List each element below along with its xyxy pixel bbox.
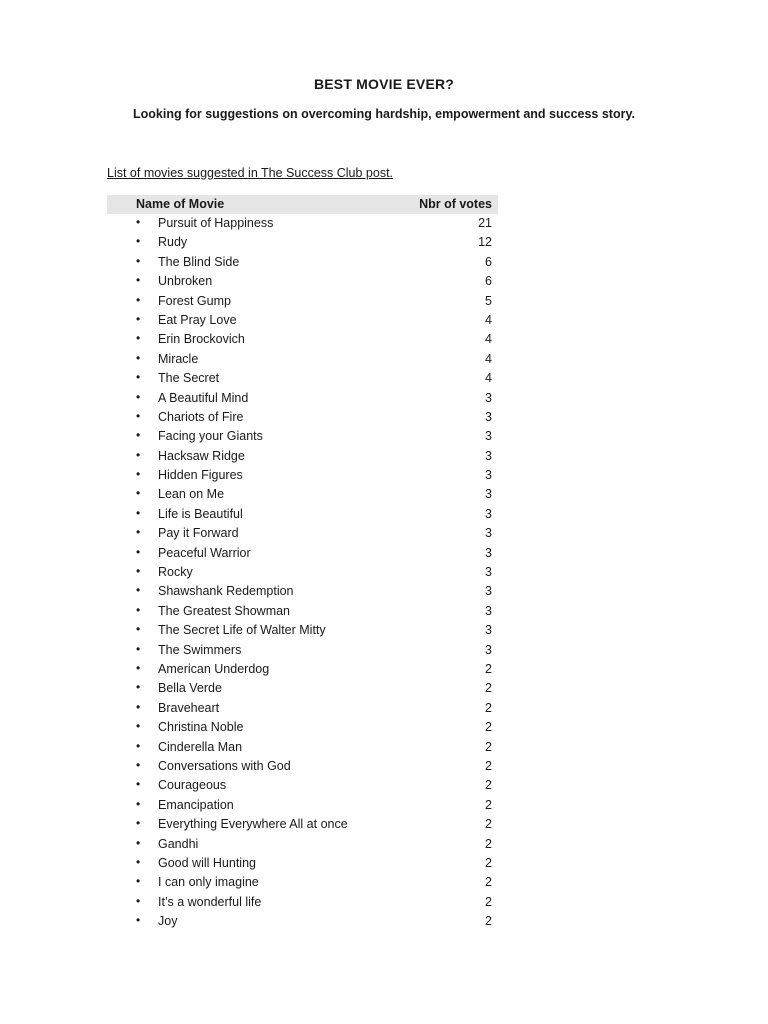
table-row bbox=[107, 369, 498, 388]
bullet-icon: • bbox=[136, 738, 141, 753]
movie-name: Gandhi bbox=[158, 836, 199, 851]
table-row bbox=[107, 505, 498, 524]
table-row bbox=[107, 776, 498, 795]
movie-name: A Beautiful Mind bbox=[158, 390, 249, 405]
bullet-icon: • bbox=[136, 447, 141, 462]
vote-count: 3 bbox=[485, 623, 492, 638]
vote-count: 4 bbox=[485, 312, 492, 327]
table-row bbox=[107, 427, 498, 446]
header-vote-count: Nbr of votes bbox=[419, 197, 492, 211]
vote-count: 3 bbox=[485, 642, 492, 657]
vote-count: 2 bbox=[485, 817, 492, 832]
vote-count: 3 bbox=[485, 468, 492, 483]
table-row bbox=[107, 350, 498, 369]
vote-count: 3 bbox=[485, 487, 492, 502]
movie-name: Braveheart bbox=[158, 700, 220, 715]
movie-name: American Underdog bbox=[158, 661, 270, 676]
vote-count: 12 bbox=[478, 235, 492, 250]
table-body bbox=[107, 214, 498, 931]
vote-count: 3 bbox=[485, 565, 492, 580]
movie-name: The Secret bbox=[158, 371, 220, 386]
movie-name: Good will Hunting bbox=[158, 855, 256, 870]
bullet-icon: • bbox=[136, 234, 141, 249]
movie-name: Hidden Figures bbox=[158, 468, 243, 483]
bullet-icon: • bbox=[136, 854, 141, 869]
table-row bbox=[107, 893, 498, 912]
movie-table bbox=[107, 195, 498, 931]
movie-name: Erin Brockovich bbox=[158, 332, 245, 347]
vote-count: 3 bbox=[485, 545, 492, 560]
bullet-icon: • bbox=[136, 893, 141, 908]
vote-count: 4 bbox=[485, 351, 492, 366]
movie-name: Rocky bbox=[158, 565, 193, 580]
movie-name: Courageous bbox=[158, 778, 227, 793]
bullet-icon: • bbox=[136, 835, 141, 850]
movie-name: Miracle bbox=[158, 351, 199, 366]
page-title: BEST MOVIE EVER? bbox=[313, 76, 455, 92]
bullet-icon: • bbox=[136, 874, 141, 889]
vote-count: 2 bbox=[485, 778, 492, 793]
movie-name: Christina Noble bbox=[158, 720, 244, 735]
movie-name: The Secret Life of Walter Mitty bbox=[158, 623, 326, 638]
vote-count: 3 bbox=[485, 390, 492, 405]
table-header bbox=[107, 195, 498, 214]
movie-name: Bella Verde bbox=[158, 681, 222, 696]
table-row bbox=[107, 641, 498, 660]
bullet-icon: • bbox=[136, 467, 141, 482]
movie-name: Rudy bbox=[158, 235, 188, 250]
page-subtitle: Looking for suggestions on overcoming hardship, empowerment and success story. bbox=[133, 107, 635, 121]
vote-count: 4 bbox=[485, 371, 492, 386]
vote-count: 2 bbox=[485, 836, 492, 851]
bullet-icon: • bbox=[136, 428, 141, 443]
table-row bbox=[107, 292, 498, 311]
list-intro: List of movies suggested in The Success Club post. bbox=[107, 166, 394, 180]
vote-count: 3 bbox=[485, 429, 492, 444]
movie-name: Pursuit of Happiness bbox=[158, 216, 274, 230]
bullet-icon: • bbox=[136, 757, 141, 772]
vote-count: 2 bbox=[485, 739, 492, 754]
vote-count: 2 bbox=[485, 914, 492, 929]
bullet-icon: • bbox=[136, 913, 141, 928]
vote-count: 2 bbox=[485, 720, 492, 735]
vote-count: 4 bbox=[485, 332, 492, 347]
vote-count: 2 bbox=[485, 875, 492, 890]
bullet-icon: • bbox=[136, 622, 141, 637]
table-row bbox=[107, 311, 498, 330]
table-row bbox=[107, 330, 498, 349]
table-row bbox=[107, 582, 498, 601]
bullet-icon: • bbox=[136, 505, 141, 520]
table-row bbox=[107, 796, 498, 815]
bullet-icon: • bbox=[136, 680, 141, 695]
table-row bbox=[107, 602, 498, 621]
table-row bbox=[107, 272, 498, 291]
vote-count: 6 bbox=[485, 254, 492, 269]
bullet-icon: • bbox=[136, 370, 141, 385]
table-row bbox=[107, 466, 498, 485]
table-row bbox=[107, 854, 498, 873]
movie-name: Forest Gump bbox=[158, 293, 231, 308]
movie-name: Lean on Me bbox=[158, 487, 225, 502]
movie-name: The Greatest Showman bbox=[158, 603, 291, 618]
bullet-icon: • bbox=[136, 719, 141, 734]
table-row bbox=[107, 408, 498, 427]
movie-name: Everything Everywhere All at once bbox=[158, 817, 348, 832]
bullet-icon: • bbox=[136, 816, 141, 831]
bullet-icon: • bbox=[136, 350, 141, 365]
bullet-icon: • bbox=[136, 660, 141, 675]
movie-name: Unbroken bbox=[158, 274, 213, 289]
vote-count: 2 bbox=[485, 894, 492, 909]
bullet-icon: • bbox=[136, 273, 141, 288]
vote-count: 3 bbox=[485, 409, 492, 424]
table-row bbox=[107, 447, 498, 466]
movie-name: Shawshank Redemption bbox=[158, 584, 294, 599]
vote-count: 3 bbox=[485, 603, 492, 618]
vote-count: 2 bbox=[485, 661, 492, 676]
movie-name: I can only imagine bbox=[158, 875, 259, 890]
table-row bbox=[107, 389, 498, 408]
table-row bbox=[107, 718, 498, 737]
table-row bbox=[107, 873, 498, 892]
table-row bbox=[107, 253, 498, 272]
bullet-icon: • bbox=[136, 253, 141, 268]
vote-count: 3 bbox=[485, 448, 492, 463]
table-row bbox=[107, 738, 498, 757]
vote-count: 2 bbox=[485, 797, 492, 812]
vote-count: 2 bbox=[485, 855, 492, 870]
vote-count: 6 bbox=[485, 274, 492, 289]
vote-count: 3 bbox=[485, 506, 492, 521]
bullet-icon: • bbox=[136, 699, 141, 714]
bullet-icon: • bbox=[136, 564, 141, 579]
vote-count: 5 bbox=[485, 293, 492, 308]
table-row bbox=[107, 757, 498, 776]
bullet-icon: • bbox=[136, 408, 141, 423]
movie-name: Pay it Forward bbox=[158, 526, 239, 541]
bullet-icon: • bbox=[136, 796, 141, 811]
table-row bbox=[107, 544, 498, 563]
table-row bbox=[107, 621, 498, 640]
table-row bbox=[107, 233, 498, 252]
header-movie-name: Name of Movie bbox=[136, 197, 225, 211]
movie-name: Hacksaw Ridge bbox=[158, 448, 245, 463]
movie-name: Peaceful Warrior bbox=[158, 545, 251, 560]
bullet-icon: • bbox=[136, 389, 141, 404]
movie-name: The Blind Side bbox=[158, 254, 240, 269]
bullet-icon: • bbox=[136, 331, 141, 346]
bullet-icon: • bbox=[136, 777, 141, 792]
movie-name: Eat Pray Love bbox=[158, 312, 237, 327]
table-row bbox=[107, 699, 498, 718]
movie-name: Joy bbox=[158, 914, 178, 929]
table-row bbox=[107, 214, 498, 233]
bullet-icon: • bbox=[136, 544, 141, 559]
bullet-icon: • bbox=[136, 292, 141, 307]
table-row bbox=[107, 660, 498, 679]
bullet-icon: • bbox=[136, 486, 141, 501]
movie-name: It’s a wonderful life bbox=[158, 894, 262, 909]
vote-count: 21 bbox=[478, 216, 492, 230]
vote-count: 2 bbox=[485, 758, 492, 773]
bullet-icon: • bbox=[136, 602, 141, 617]
bullet-icon: • bbox=[136, 215, 141, 229]
table-row bbox=[107, 524, 498, 543]
bullet-icon: • bbox=[136, 583, 141, 598]
movie-name: The Swimmers bbox=[158, 642, 242, 657]
table-row bbox=[107, 563, 498, 582]
vote-count: 2 bbox=[485, 700, 492, 715]
bullet-icon: • bbox=[136, 525, 141, 540]
vote-count: 3 bbox=[485, 584, 492, 599]
bullet-icon: • bbox=[136, 641, 141, 656]
table-row bbox=[107, 835, 498, 854]
movie-name: Emancipation bbox=[158, 797, 234, 812]
table-row bbox=[107, 485, 498, 504]
vote-count: 2 bbox=[485, 681, 492, 696]
vote-count: 3 bbox=[485, 526, 492, 541]
table-row bbox=[107, 815, 498, 834]
table-row bbox=[107, 912, 498, 931]
movie-name: Cinderella Man bbox=[158, 739, 243, 754]
bullet-icon: • bbox=[136, 311, 141, 326]
movie-name: Conversations with God bbox=[158, 758, 291, 773]
movie-name: Life is Beautiful bbox=[158, 506, 243, 521]
movie-name: Facing your Giants bbox=[158, 429, 263, 444]
table-row bbox=[107, 679, 498, 698]
movie-name: Chariots of Fire bbox=[158, 409, 244, 424]
